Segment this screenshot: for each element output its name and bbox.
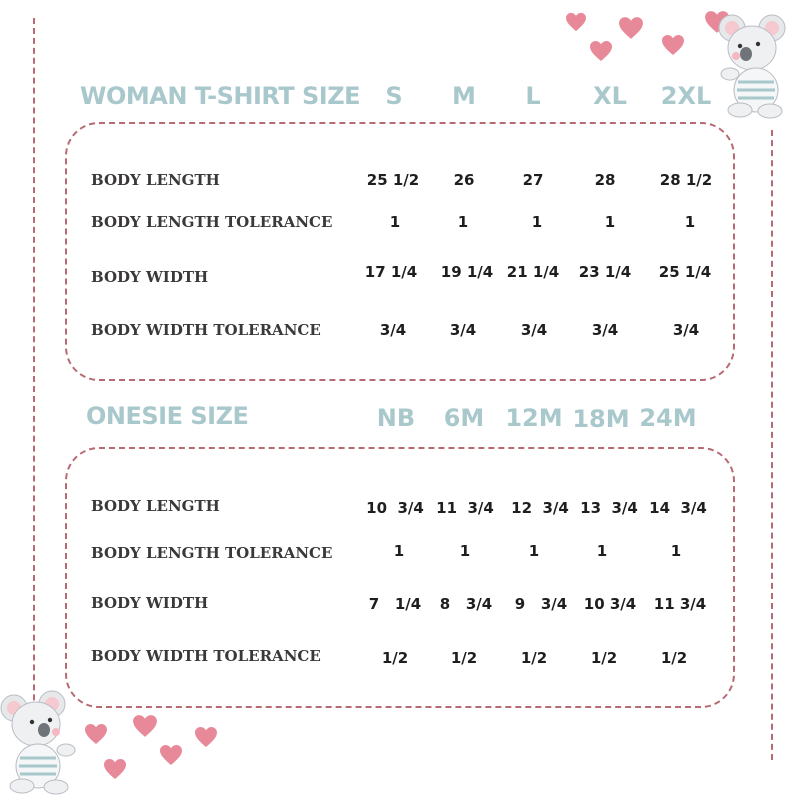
tshirt-table-box <box>65 122 735 381</box>
tshirt-cell: 3/4 <box>591 321 619 339</box>
onesie-size-24m: 24M <box>639 404 697 432</box>
tshirt-cell: 23 1/4 <box>578 263 632 281</box>
heart-icon <box>132 714 158 738</box>
onesie-row-label: BODY LENGTH <box>91 497 220 515</box>
tshirt-section-title: WOMAN T-SHIRT SIZE <box>80 82 361 110</box>
onesie-size-12m: 12M <box>505 404 563 432</box>
onesie-section-title: ONESIE SIZE <box>86 402 249 430</box>
tshirt-cell: 25 1/4 <box>658 263 712 281</box>
onesie-cell: 14 3/4 <box>649 499 707 517</box>
onesie-table-box <box>65 447 735 708</box>
onesie-cell: 1 <box>596 542 608 560</box>
tshirt-size-l: L <box>525 82 541 110</box>
onesie-row-label: BODY LENGTH TOLERANCE <box>91 544 333 562</box>
onesie-cell: 1/2 <box>520 649 548 667</box>
onesie-row-label: BODY WIDTH <box>91 594 209 612</box>
onesie-size-18m: 18M <box>572 405 630 433</box>
left-dashed-line <box>33 18 35 760</box>
heart-icon <box>159 744 183 766</box>
onesie-cell: 1 <box>670 542 682 560</box>
tshirt-cell: 25 1/2 <box>366 171 420 189</box>
onesie-cell: 11 3/4 <box>436 499 494 517</box>
tshirt-cell: 28 1/2 <box>659 171 713 189</box>
onesie-cell: 8 3/4 <box>439 595 493 613</box>
tshirt-size-2xl: 2XL <box>660 82 712 110</box>
onesie-cell: 1/2 <box>590 649 618 667</box>
tshirt-size-s: S <box>385 82 403 110</box>
heart-icon <box>194 726 218 748</box>
heart-icon <box>103 758 127 780</box>
onesie-cell: 10 3/4 <box>366 499 424 517</box>
tshirt-cell: 26 <box>453 171 475 189</box>
tshirt-size-xl: XL <box>593 82 627 110</box>
tshirt-cell: 1 <box>389 213 401 231</box>
onesie-cell: 1 <box>528 542 540 560</box>
right-dashed-line <box>771 130 773 760</box>
tshirt-cell: 1 <box>604 213 616 231</box>
tshirt-row-label: BODY WIDTH TOLERANCE <box>91 321 321 339</box>
heart-icon <box>589 40 613 62</box>
tshirt-row-label: BODY WIDTH <box>91 268 209 286</box>
heart-icon <box>565 12 587 32</box>
tshirt-cell: 17 1/4 <box>364 263 418 281</box>
tshirt-cell: 21 1/4 <box>506 263 560 281</box>
onesie-row-label: BODY WIDTH TOLERANCE <box>91 647 321 665</box>
tshirt-cell: 1 <box>531 213 543 231</box>
heart-icon <box>618 16 644 40</box>
tshirt-row-label: BODY LENGTH <box>91 171 220 189</box>
heart-icon <box>84 723 108 745</box>
tshirt-cell: 1 <box>457 213 469 231</box>
tshirt-cell: 3/4 <box>379 321 407 339</box>
onesie-cell: 13 3/4 <box>580 499 638 517</box>
onesie-cell: 7 1/4 <box>368 595 422 613</box>
onesie-cell: 1/2 <box>381 649 409 667</box>
tshirt-row-label: BODY LENGTH TOLERANCE <box>91 213 333 231</box>
onesie-cell: 9 3/4 <box>514 595 568 613</box>
tshirt-size-m: M <box>452 82 476 110</box>
onesie-cell: 1 <box>393 542 405 560</box>
onesie-cell: 1/2 <box>450 649 478 667</box>
tshirt-cell: 3/4 <box>672 321 700 339</box>
onesie-cell: 12 3/4 <box>511 499 569 517</box>
onesie-cell: 11 3/4 <box>653 595 707 613</box>
koala-illustration-icon <box>0 688 84 796</box>
heart-icon <box>661 34 685 56</box>
onesie-cell: 10 3/4 <box>583 595 637 613</box>
tshirt-cell: 28 <box>594 171 616 189</box>
onesie-cell: 1 <box>459 542 471 560</box>
onesie-size-nb: NB <box>376 404 416 432</box>
tshirt-cell: 3/4 <box>520 321 548 339</box>
onesie-size-6m: 6M <box>443 404 485 432</box>
tshirt-cell: 3/4 <box>449 321 477 339</box>
koala-illustration-icon <box>710 10 790 120</box>
tshirt-cell: 1 <box>684 213 696 231</box>
tshirt-cell: 19 1/4 <box>440 263 494 281</box>
tshirt-cell: 27 <box>522 171 544 189</box>
onesie-cell: 1/2 <box>660 649 688 667</box>
